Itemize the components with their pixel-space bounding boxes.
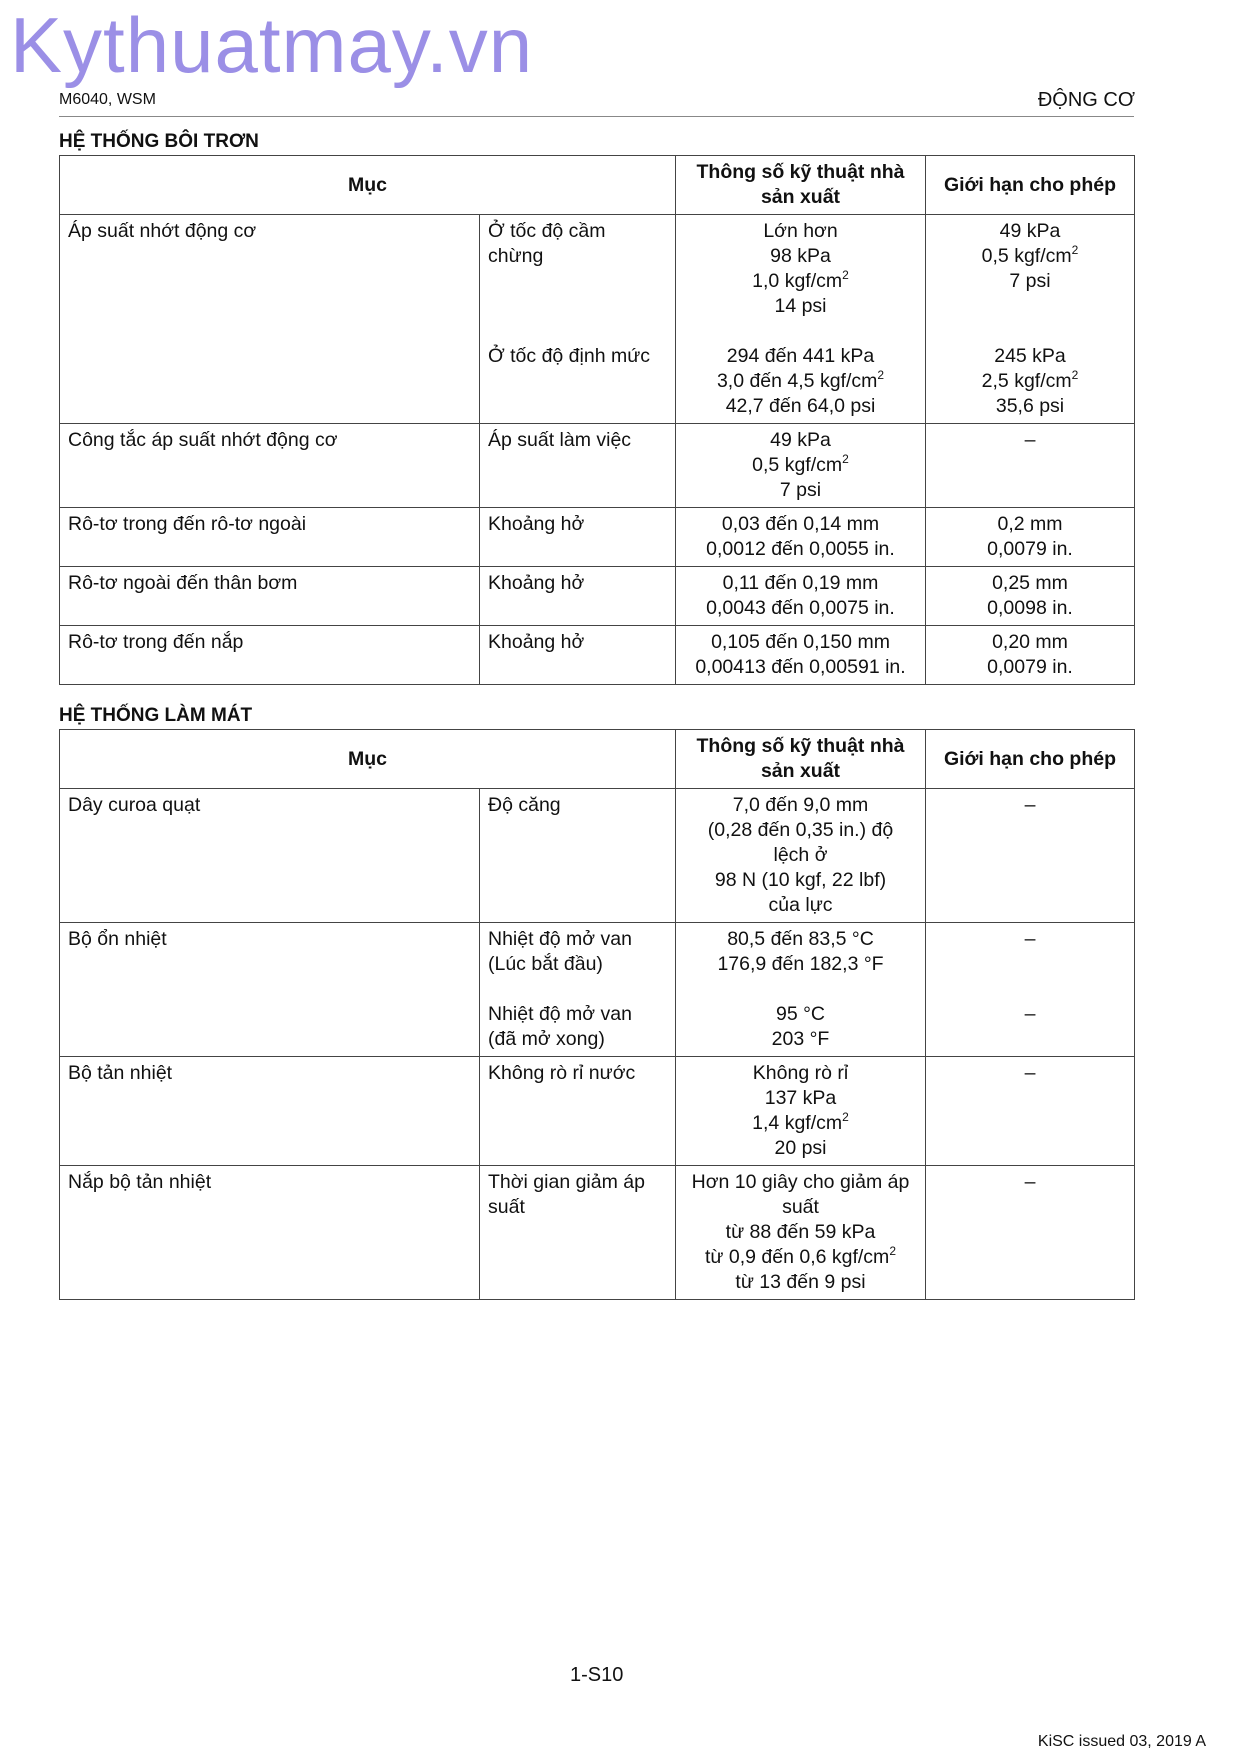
cell-line: Độ căng [488, 794, 561, 816]
column-header-spec: Thông số kỹ thuật nhà sản xuất [676, 730, 926, 789]
spec-cell [676, 789, 926, 923]
spec-cell [676, 1166, 926, 1300]
cell-line: 176,9 đến 182,3 °F [717, 953, 884, 975]
table-row [60, 1057, 1135, 1166]
cell-line: 0,0043 đến 0,0075 in. [706, 597, 895, 619]
condition-cell [480, 626, 676, 685]
table-row [60, 567, 1135, 626]
table-row [60, 626, 1135, 685]
section-title-lubrication: HỆ THỐNG BÔI TRƠN [59, 131, 259, 152]
column-header-item: Mục [60, 156, 676, 215]
item-cell: Rô-tơ ngoài đến thân bơm [60, 567, 480, 626]
cell-line: 7 psi [779, 479, 822, 501]
cell-line: 0,0079 in. [987, 538, 1073, 560]
cell-line: – [1024, 1171, 1036, 1193]
spec-cell [676, 626, 926, 685]
cell-line: Khoảng hở [488, 513, 585, 535]
table-row [60, 789, 1135, 923]
cell-line: lệch ở [773, 844, 828, 866]
manual-code: M6040, WSM [59, 91, 156, 108]
cell-line: – [1024, 429, 1036, 451]
condition-cell [480, 789, 676, 923]
cell-line: (Lúc bắt đầu) [488, 953, 603, 975]
limit-cell [926, 1057, 1135, 1166]
cell-line: – [1024, 794, 1036, 816]
cell-line: 0,20 mm [992, 631, 1068, 653]
table-row [60, 923, 1135, 1057]
cell-line: 1,0 kgf/$cm^2$ [752, 268, 849, 292]
cell-line: Ở tốc độ cầm [488, 220, 606, 242]
section-title-cooling: HỆ THỐNG LÀM MÁT [59, 705, 253, 726]
cell-line: 98 N (10 kgf, 22 lbf) [714, 869, 887, 891]
item-cell: Bộ ổn nhiệt [60, 923, 480, 1057]
cell-line: – [1024, 928, 1036, 950]
cell-line: Hơn 10 giây cho giảm áp [691, 1171, 910, 1193]
cell-line: Nhiệt độ mở van [488, 928, 632, 950]
cell-line: chừng [488, 245, 544, 267]
cell-line: của lực [768, 894, 833, 916]
cell-line: 294 đến 441 kPa [726, 345, 875, 367]
page-number: 1-S10 [570, 1664, 624, 1686]
cell-line: 49 kPa [770, 429, 831, 451]
cell-line: 98 kPa [770, 245, 831, 267]
cell-line: Không rò rỉ nước [488, 1062, 636, 1084]
cell-line: từ 88 đến 59 kPa [725, 1221, 876, 1243]
cell-line: suất [488, 1196, 525, 1218]
watermark: Kythuatmay.vn [10, 1, 534, 89]
column-header-item: Mục [60, 730, 676, 789]
column-header-spec: Thông số kỹ thuật nhà sản xuất [676, 156, 926, 215]
cell-line: – [1024, 1062, 1036, 1084]
column-header-limit: Giới hạn cho phép [926, 156, 1135, 215]
cell-line: (đã mở xong) [488, 1028, 605, 1050]
cell-line: 3,0 đến 4,5 kgf/$cm^2$ [716, 368, 885, 392]
item-cell: Nắp bộ tản nhiệt [60, 1166, 480, 1300]
cell-line: từ 0,9 đến 0,6 kgf/$cm^2$ [704, 1244, 896, 1268]
cell-line: 49 kPa [999, 220, 1061, 242]
limit-cell [926, 567, 1135, 626]
condition-cell [480, 923, 676, 1057]
cell-line: 0,0079 in. [987, 656, 1073, 678]
column-header-limit: Giới hạn cho phép [926, 730, 1135, 789]
limit-cell [926, 789, 1135, 923]
cell-line: Khoảng hở [488, 572, 585, 594]
cell-line: từ 13 đến 9 psi [735, 1271, 866, 1293]
spec-cell [676, 567, 926, 626]
limit-cell [926, 215, 1135, 424]
cell-line: 0,5 kgf/$cm^2$ [752, 452, 849, 476]
cell-line: Khoảng hở [488, 631, 585, 653]
item-cell: Rô-tơ trong đến nắp [60, 626, 480, 685]
condition-cell [480, 567, 676, 626]
condition-cell [480, 424, 676, 508]
cell-line: 20 psi [774, 1137, 827, 1159]
limit-cell [926, 508, 1135, 567]
table-header-row [60, 156, 1135, 215]
cell-line: Thời gian giảm áp [488, 1171, 645, 1193]
item-cell: Rô-tơ trong đến rô-tơ ngoài [60, 508, 480, 567]
cell-line: 0,105 đến 0,150 mm [711, 631, 890, 653]
issue-note: KiSC issued 03, 2019 A [1037, 1733, 1206, 1750]
spec-cell [676, 923, 926, 1057]
spec-cell [676, 424, 926, 508]
limit-cell [926, 626, 1135, 685]
cell-line: 0,00413 đến 0,00591 in. [695, 656, 906, 678]
cell-line: 2,5 kgf/$cm^2$ [981, 368, 1079, 392]
cell-line: 14 psi [774, 295, 827, 317]
cell-line: 0,5 kgf/$cm^2$ [981, 243, 1079, 267]
cell-line: Nhiệt độ mở van [488, 1003, 632, 1025]
cell-line: – [1024, 1003, 1036, 1025]
condition-cell [480, 508, 676, 567]
item-cell: Công tắc áp suất nhớt động cơ [60, 424, 480, 508]
cell-line: 245 kPa [994, 345, 1066, 367]
header-rule [59, 116, 1134, 117]
limit-cell [926, 424, 1135, 508]
cell-line: 0,0012 đến 0,0055 in. [706, 538, 895, 560]
spec-cell [676, 215, 926, 424]
cell-line: Ở tốc độ định mức [488, 345, 651, 367]
spec-cell [676, 1057, 926, 1166]
cell-line: 7 psi [1009, 270, 1051, 292]
table-row [60, 1166, 1135, 1300]
limit-cell [926, 923, 1135, 1057]
cell-line: 42,7 đến 64,0 psi [725, 395, 876, 417]
spec-cell [676, 508, 926, 567]
item-cell: Dây curoa quạt [60, 789, 480, 923]
table-row [60, 508, 1135, 567]
cell-line: 0,0098 in. [987, 597, 1073, 619]
cell-line: 7,0 đến 9,0 mm [732, 794, 869, 816]
condition-cell [480, 1166, 676, 1300]
cell-line: 0,03 đến 0,14 mm [721, 513, 880, 535]
cell-line: (0,28 đến 0,35 in.) độ [707, 819, 894, 841]
limit-cell [926, 1166, 1135, 1300]
table-row [60, 424, 1135, 508]
cell-line: 35,6 psi [995, 395, 1065, 417]
table-header-row [60, 730, 1135, 789]
cell-line: 0,25 mm [992, 572, 1068, 594]
cell-line: 0,11 đến 0,19 mm [722, 572, 879, 594]
cooling-spec-table [59, 729, 1135, 1300]
cell-line: 137 kPa [764, 1087, 837, 1109]
cell-line: Lớn hơn [763, 220, 838, 242]
table-row [60, 215, 1135, 424]
cell-line: 95 °C [776, 1003, 825, 1025]
cell-line: 1,4 kgf/$cm^2$ [752, 1110, 849, 1134]
cell-line: 0,2 mm [997, 513, 1063, 535]
condition-cell [480, 215, 676, 424]
cell-line: suất [782, 1196, 819, 1218]
cell-line: 80,5 đến 83,5 °C [727, 928, 874, 950]
chapter-title: ĐỘNG CƠ [1037, 89, 1135, 111]
item-cell: Áp suất nhớt động cơ [60, 215, 480, 424]
cell-line: 203 °F [771, 1028, 830, 1050]
condition-cell [480, 1057, 676, 1166]
item-cell: Bộ tản nhiệt [60, 1057, 480, 1166]
cell-line: Không rò rỉ [752, 1062, 849, 1084]
cell-line: Áp suất làm việc [488, 429, 632, 451]
lubrication-spec-table [59, 155, 1135, 685]
